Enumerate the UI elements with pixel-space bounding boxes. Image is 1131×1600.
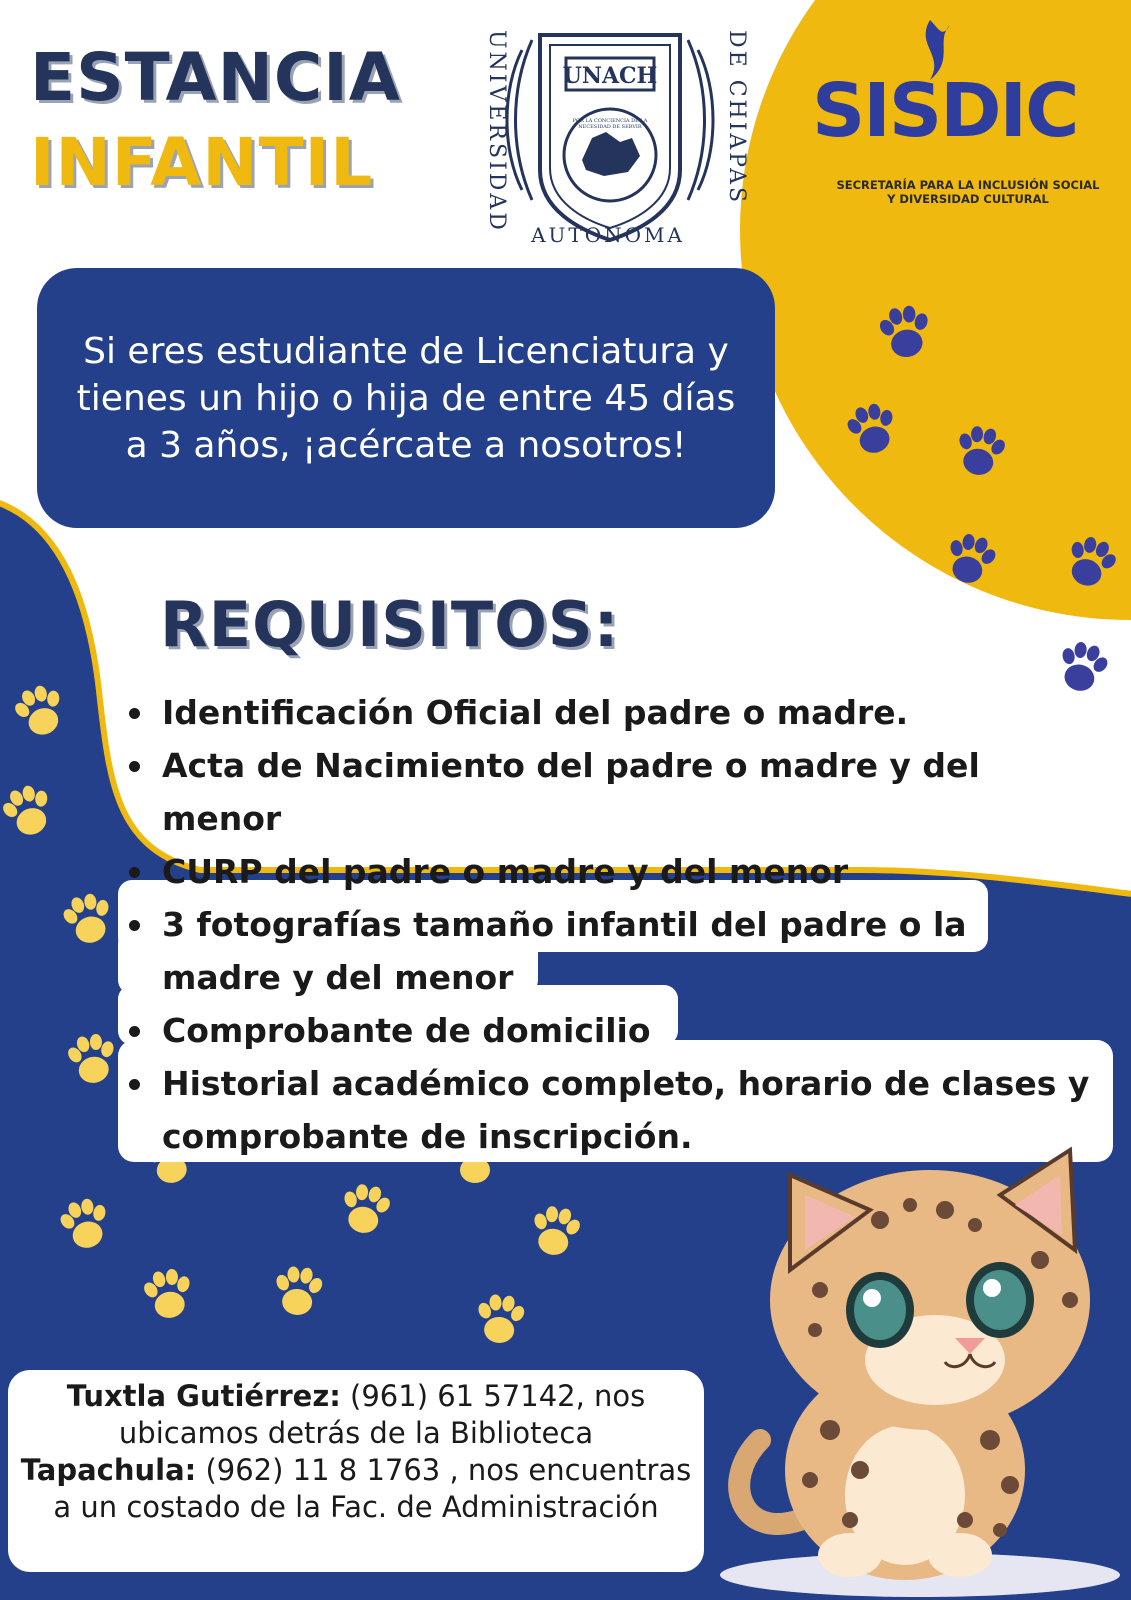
requirements-title: REQUISITOS:: [160, 588, 620, 661]
crest-bottom-text: AUTONOMA: [531, 223, 685, 247]
requirement-text: Historial académico completo, horario de clases y comprobante de inscripción.: [162, 1064, 1090, 1156]
list-item: [125, 1004, 1125, 1057]
bullet-icon: [129, 708, 140, 719]
requirement-text: Identificación Oficial del padre o madre.: [162, 693, 909, 732]
contact-tuxtla: [18, 1378, 694, 1452]
sisdic-subtitle-line1: SECRETARÍA PARA LA INCLUSIÓN SOCIAL: [836, 178, 1100, 192]
sisdic-logo-text: SISDIC: [812, 68, 1078, 154]
bullet-icon: [129, 1026, 140, 1037]
requirements-list: [125, 686, 1125, 1163]
intro-box: [37, 268, 775, 528]
sisdic-subtitle-line2: Y DIVERSIDAD CULTURAL: [887, 192, 1049, 206]
crest-right-text: DE CHIAPAS: [724, 30, 749, 206]
bullet-icon: [129, 867, 140, 878]
list-item: [125, 898, 1022, 1004]
crest-motto: POR LA CONCIENCIA DE LA NECESIDAD DE SERVIR: [572, 118, 648, 130]
page-title-line2: INFANTIL: [30, 124, 374, 201]
list-item: [125, 739, 1022, 845]
requirement-text: CURP del padre o madre y del menor: [162, 852, 849, 891]
bullet-icon: [129, 920, 140, 931]
crest-monogram: UNACH: [562, 63, 658, 89]
intro-text: Si eres estudiante de Licenciatura y tienes un hijo o hija de entre 45 días a 3 años, ¡acércate a nosotros!: [76, 330, 736, 466]
contact-tapachula: [18, 1452, 694, 1526]
page-title-line1: ESTANCIA: [30, 39, 401, 116]
contact-tuxtla-text: (961) 61 57142, nos ubicamos detrás de la Biblioteca: [118, 1379, 646, 1450]
list-item: [125, 686, 1125, 739]
list-item: [125, 845, 1125, 898]
contact-tapachula-text: (962) 11 8 1763 , nos encuentras a un costado de la Fac. de Administración: [53, 1453, 692, 1524]
contact-tuxtla-label: Tuxtla Gutiérrez:: [66, 1379, 341, 1413]
contact-tapachula-label: Tapachula:: [20, 1453, 197, 1487]
requirement-text: Comprobante de domicilio: [162, 1011, 651, 1050]
contact-box: [8, 1370, 704, 1572]
requirement-text: Acta de Nacimiento del padre o madre y del menor: [162, 746, 980, 838]
list-item: [125, 1057, 1122, 1163]
crest-left-text: UNIVERSIDAD: [484, 30, 509, 233]
sisdic-subtitle: [818, 178, 1118, 206]
bullet-icon: [129, 761, 140, 772]
requirement-text: 3 fotografías tamaño infantil del padre o la madre y del menor: [162, 905, 967, 997]
bullet-icon: [129, 1079, 140, 1090]
